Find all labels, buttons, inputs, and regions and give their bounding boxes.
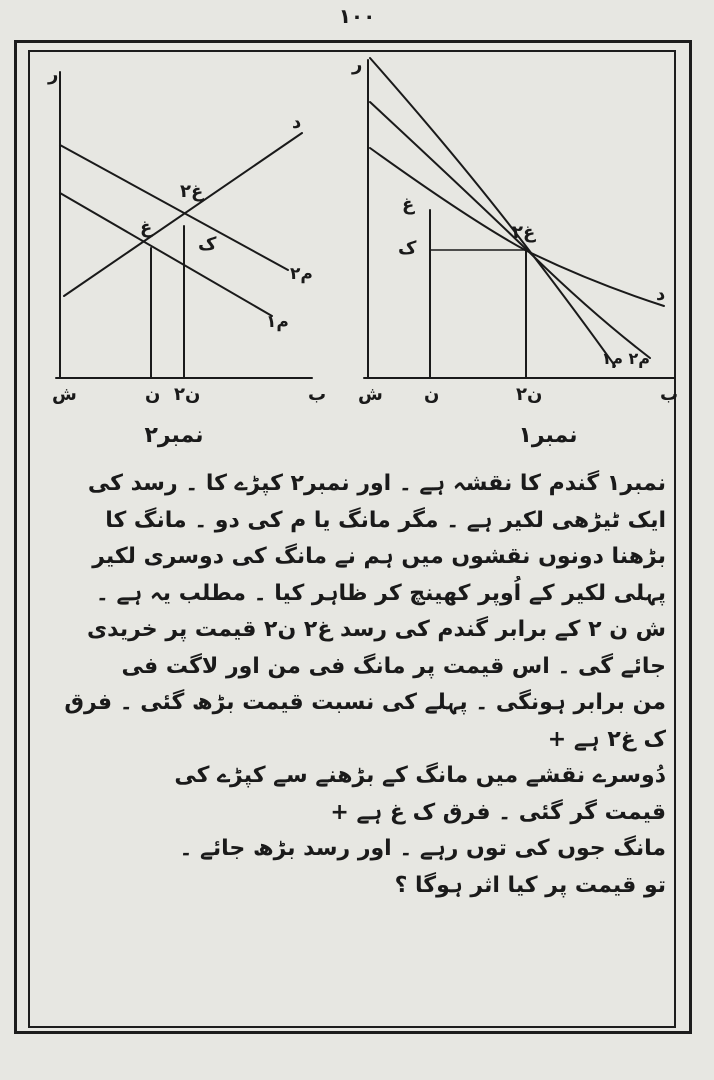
left-origin-label: ش — [52, 384, 77, 405]
body-text — [34, 466, 666, 904]
right-n2-label: ن٢ — [516, 384, 543, 405]
left-supply-label: د — [292, 112, 302, 133]
right-demand-labels: م٢ م١ — [601, 349, 650, 368]
figure — [0, 0, 714, 470]
right-point-2-label: غ٢ — [512, 222, 536, 243]
left-n1-label: ن — [145, 384, 161, 405]
right-y-axis-label: ر — [352, 54, 363, 75]
text-line: ک غ٢ ہے + — [547, 726, 666, 752]
text-line: من برابر ہونگی ۔ پہلے کی نسبت قیمت بڑھ گئی ۔ فرق — [64, 690, 666, 715]
right-chart-caption: نمبر١ — [518, 423, 578, 448]
left-y-axis-label: ر — [48, 64, 59, 85]
left-chart-caption: نمبر٢ — [144, 423, 204, 448]
text-line: ش ن ٢ کے برابر گندم کی رسد غ٢ ن٢ قیمت پر خریدی — [86, 617, 666, 642]
left-n2-label: ن٢ — [174, 384, 201, 405]
left-point-1-label: غ — [140, 217, 153, 238]
text-line: جائے گی ۔ اس قیمت پر مانگ فی من اور لاگت فی — [121, 653, 666, 679]
text-line: پہلی لکیر کے اُوپر کھینچ کر ظاہر کیا ۔ مطلب یہ ہے ۔ — [95, 580, 666, 606]
right-supply-label: د — [656, 284, 666, 305]
right-demand-curve-2 — [370, 102, 650, 358]
left-demand-2-label: م٢ — [290, 264, 313, 284]
text-line: قیمت گر گئی ۔ فرق ک غ ہے + — [330, 799, 666, 825]
right-k-label: ک — [398, 238, 417, 259]
page-number: ١٠٠ — [338, 4, 376, 28]
left-demand-line-1 — [60, 193, 272, 316]
text-line: ایک ٹیڑھی لکیر ہے ۔ مگر مانگ یا م کی دو ۔ مانگ کا — [105, 507, 666, 533]
right-n1-label: ن — [424, 384, 440, 405]
text-line: تو قیمت پر کیا اثر ہوگا ؟ — [394, 872, 666, 898]
left-demand-1-label: م١ — [266, 312, 289, 332]
text-line: بڑھنا دونوں نقشوں میں ہم نے مانگ کی دوسری لکیر — [92, 544, 666, 569]
right-origin-label: ش — [358, 384, 383, 405]
right-point-1-label: غ — [402, 194, 415, 215]
left-point-2-label: غ٢ — [180, 181, 204, 202]
left-demand-line-2 — [60, 145, 288, 270]
chart-left — [56, 72, 312, 378]
right-x-axis-label: ب — [660, 384, 679, 405]
left-k-label: ک — [198, 234, 217, 255]
text-line: مانگ جوں کی توں رہے ۔ اور رسد بڑھ جائے ۔ — [179, 836, 666, 861]
chart-right — [364, 58, 674, 378]
left-x-axis-label: ب — [308, 384, 327, 405]
text-line: نمبر١ گندم کا نقشہ ہے ۔ اور نمبر٢ کپڑے کا ۔ رسد کی — [87, 471, 666, 496]
text-line: دُوسرے نقشے میں مانگ کے بڑھنے سے کپڑے کی — [174, 763, 666, 788]
